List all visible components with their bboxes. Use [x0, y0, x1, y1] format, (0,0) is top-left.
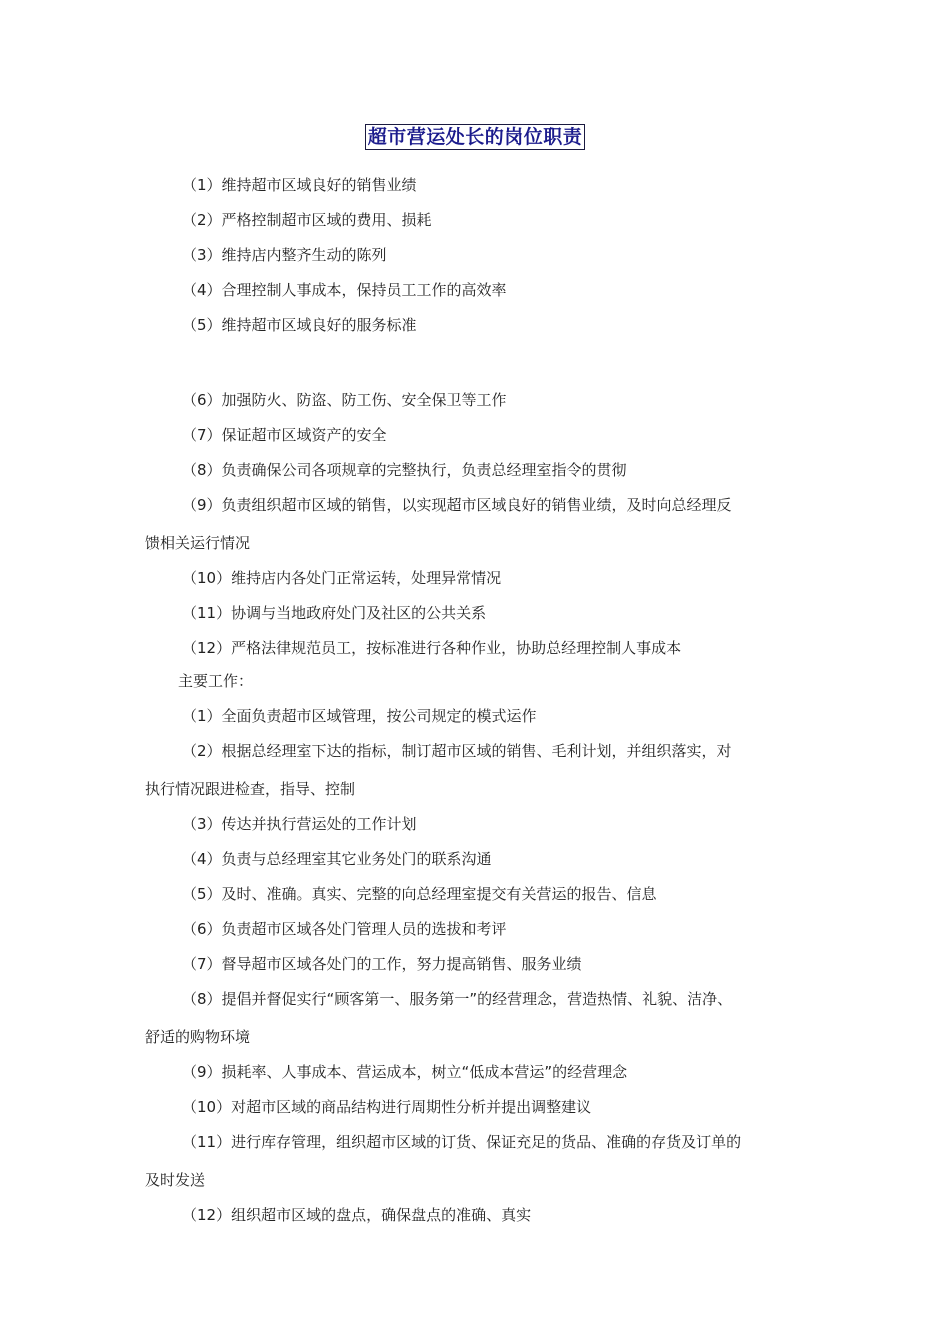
page-title: 超市营运处长的岗位职责 — [365, 124, 586, 150]
work-item-7: （7）督导超市区域各处门的工作，努力提高销售、服务业绩 — [182, 955, 582, 973]
work-item-12: （12）组织超市区域的盘点，确保盘点的准确、真实 — [182, 1206, 532, 1224]
duty-item-7: （7）保证超市区域资产的安全 — [182, 426, 387, 444]
blank-line — [145, 337, 810, 377]
duty-item-2: （2）严格控制超市区域的费用、损耗 — [182, 211, 432, 229]
duty-item-12: （12）严格法律规范员工，按标准进行各种作业，协助总经理控制人事成本 — [182, 639, 682, 657]
work-item-1: （1）全面负责超市区域管理，按公司规定的模式运作 — [182, 707, 537, 725]
duty-item-1: （1）维持超市区域良好的销售业绩 — [182, 176, 417, 194]
work-item-11-line2: 及时发送 — [145, 1171, 206, 1189]
work-item-2-line2: 执行情况跟进检查，指导、控制 — [145, 780, 356, 798]
work-item-2-line1: （2）根据总经理室下达的指标，制订超市区域的销售、毛利计划，并组织落实，对 — [182, 742, 732, 760]
work-item-4: （4）负责与总经理室其它业务处门的联系沟通 — [182, 850, 492, 868]
main-work-heading: 主要工作： — [178, 672, 254, 690]
work-item-3: （3）传达并执行营运处的工作计划 — [182, 815, 417, 833]
title-container — [0, 124, 950, 150]
work-item-10: （10）对超市区域的商品结构进行周期性分析并提出调整建议 — [182, 1098, 592, 1116]
duty-item-6: （6）加强防火、防盗、防工伤、安全保卫等工作 — [182, 391, 507, 409]
duty-item-10: （10）维持店内各处门正常运转，处理异常情况 — [182, 569, 502, 587]
duty-item-5: （5）维持超市区域良好的服务标准 — [182, 316, 417, 334]
work-item-11-line1: （11）进行库存管理，组织超市区域的订货、保证充足的货品、准确的存货及订单的 — [182, 1133, 742, 1151]
duty-item-9-line1: （9）负责组织超市区域的销售，以实现超市区域良好的销售业绩，及时向总经理反 — [182, 496, 732, 514]
duty-item-3: （3）维持店内整齐生动的陈列 — [182, 246, 387, 264]
work-item-6: （6）负责超市区域各处门管理人员的选拔和考评 — [182, 920, 507, 938]
duty-item-9-line2: 馈相关运行情况 — [145, 534, 251, 552]
work-item-8-line1: （8）提倡并督促实行“顾客第一、服务第一”的经营理念，营造热情、礼貌、洁净、 — [182, 990, 733, 1008]
work-item-8-line2: 舒适的购物环境 — [145, 1028, 251, 1046]
duty-item-11: （11）协调与当地政府处门及社区的公共关系 — [182, 604, 487, 622]
work-item-9: （9）损耗率、人事成本、营运成本，树立“低成本营运”的经营理念 — [182, 1063, 628, 1081]
document-body — [145, 173, 810, 1227]
duty-item-4: （4）合理控制人事成本，保持员工工作的高效率 — [182, 281, 507, 299]
duty-item-8: （8）负责确保公司各项规章的完整执行，负责总经理室指令的贯彻 — [182, 461, 627, 479]
work-item-5: （5）及时、准确。真实、完整的向总经理室提交有关营运的报告、信息 — [182, 885, 657, 903]
